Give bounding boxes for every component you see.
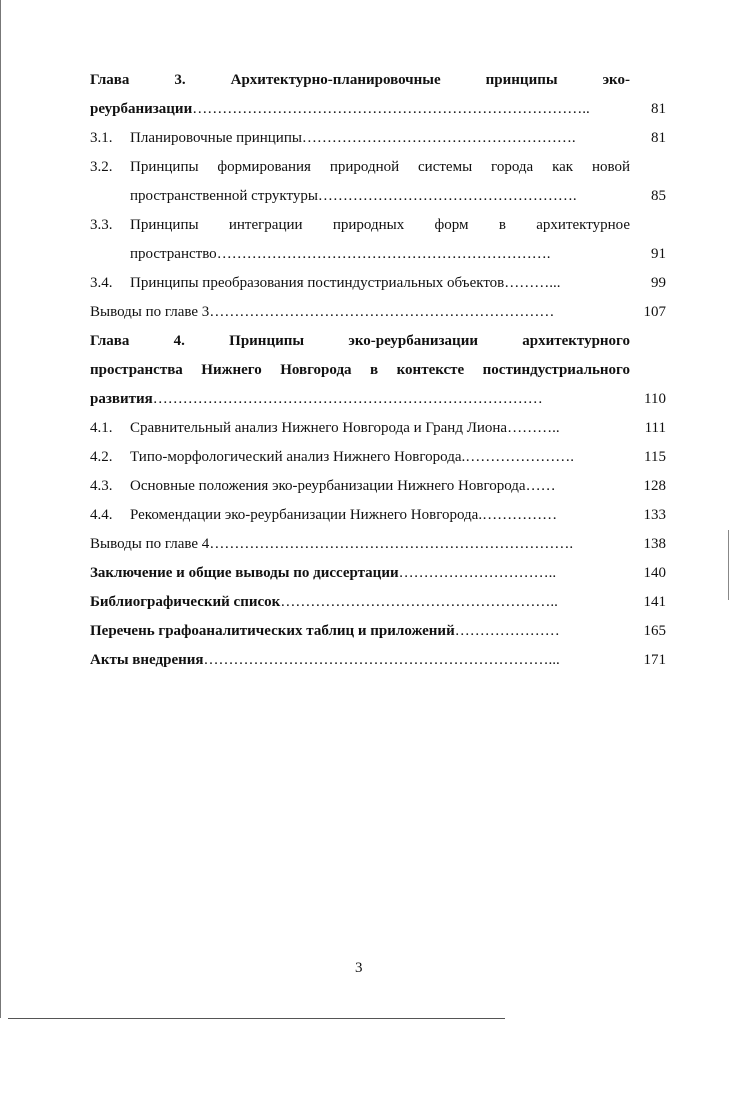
toc-chapter-3-page: 81 <box>651 101 666 117</box>
toc-item-number: 4.2. <box>90 449 113 465</box>
toc-item-page: 140 <box>643 565 666 581</box>
toc-item-number: 4.4. <box>90 507 113 523</box>
toc-item-number: 4.1. <box>90 420 113 436</box>
toc-item-page: 81 <box>651 130 666 146</box>
toc-item-title: Выводы по главе 4 <box>90 536 210 552</box>
toc-conclusion-4: Выводы по главе 4………………………………………………………………. 138 <box>90 530 666 559</box>
toc-bibliography: Библиографический список……………………………………………….. 141 <box>90 588 666 617</box>
toc-item-title: Типо-морфологический анализ Нижнего Новгорода. <box>130 449 466 465</box>
toc-item-page: 133 <box>643 507 666 523</box>
table-of-contents <box>90 66 666 675</box>
toc-item-page: 111 <box>644 420 666 436</box>
toc-item-page: 91 <box>651 246 666 262</box>
toc-item-number: 3.4. <box>90 275 113 291</box>
toc-item-page: 115 <box>644 449 666 465</box>
toc-item-title: Принципы интеграции природных форм в архитектурное <box>130 217 630 233</box>
toc-chapter-4-page: 110 <box>644 391 666 407</box>
toc-item-number: 3.3. <box>90 217 113 233</box>
toc-item-4-2: 4.2. Типо-морфологический анализ Нижнего Новгорода.…………………. 115 <box>90 443 666 472</box>
toc-item-title: Библиографический список <box>90 594 281 610</box>
toc-item-title: Выводы по главе 3 <box>90 304 210 320</box>
toc-chapter-4 <box>90 327 666 414</box>
toc-item-page: 85 <box>651 188 666 204</box>
toc-chapter-3-title-line1: Глава 3. Архитектурно-планировочные принципы эко- <box>90 72 630 88</box>
page-number: 3 <box>355 960 363 976</box>
toc-item-number: 3.2. <box>90 159 113 175</box>
toc-item-title-cont: пространство <box>130 246 217 262</box>
toc-chapter-4-title-line3: развития…………………………………………………………………… <box>90 391 543 407</box>
toc-item-title: Принципы формирования природной системы города как новой <box>130 159 630 175</box>
toc-item-title-cont: пространственной структуры <box>130 188 318 204</box>
toc-item-3-1: 3.1. Планировочные принципы………………………………………………. 81 <box>90 124 666 153</box>
toc-tables-appendices: Перечень графоаналитических таблиц и приложений………………… 165 <box>90 617 666 646</box>
toc-item-page: 107 <box>643 304 666 320</box>
toc-chapter-3 <box>90 66 666 124</box>
scan-edge-right <box>728 530 729 600</box>
toc-item-title: Рекомендации эко-реурбанизации Нижнего Новгорода. <box>130 507 483 523</box>
scan-edge-left <box>0 0 1 1018</box>
toc-item-title: Акты внедрения <box>90 652 204 668</box>
toc-item-number: 3.1. <box>90 130 113 146</box>
toc-item-title: Принципы преобразования постиндустриальных объектов <box>130 275 505 291</box>
toc-item-title: Планировочные принципы <box>130 130 302 146</box>
scan-bottom-rule <box>8 1018 505 1019</box>
toc-item-title: Основные положения эко-реурбанизации Нижнего Новгорода <box>130 478 526 494</box>
toc-item-4-1: 4.1. Сравнительный анализ Нижнего Новгорода и Гранд Лиона……….. 111 <box>90 414 666 443</box>
toc-item-title: Заключение и общие выводы по диссертации <box>90 565 399 581</box>
toc-item-page: 138 <box>643 536 666 552</box>
toc-item-3-4: 3.4. Принципы преобразования постиндустриальных объектов………... 99 <box>90 269 666 298</box>
toc-item-page: 141 <box>643 594 666 610</box>
toc-chapter-3-title-line2: реурбанизации…………………………………………………………………….. <box>90 101 590 117</box>
toc-item-number: 4.3. <box>90 478 113 494</box>
toc-final-conclusion: Заключение и общие выводы по диссертации………………………….. 140 <box>90 559 666 588</box>
toc-item-page: 165 <box>643 623 666 639</box>
toc-chapter-4-title-line1: Глава 4. Принципы эко-реурбанизации архитектурного <box>90 333 630 349</box>
toc-item-page: 171 <box>643 652 666 668</box>
toc-item-4-4: 4.4. Рекомендации эко-реурбанизации Нижнего Новгорода.…………… 133 <box>90 501 666 530</box>
toc-item-3-2: 3.2. Принципы формирования природной системы города как новой пространственной структуры……………………………………………. 85 <box>90 153 666 211</box>
toc-item-page: 99 <box>651 275 666 291</box>
toc-conclusion-3: Выводы по главе 3…………………………………………………………… 107 <box>90 298 666 327</box>
toc-item-3-3: 3.3. Принципы интеграции природных форм в архитектурное пространство…………………………………………………………. 91 <box>90 211 666 269</box>
toc-item-title: Перечень графоаналитических таблиц и приложений <box>90 623 455 639</box>
toc-implementation-acts: Акты внедрения……………………………………………………………... 171 <box>90 646 666 675</box>
toc-item-title: Сравнительный анализ Нижнего Новгорода и Гранд Лиона <box>130 420 508 436</box>
toc-item-page: 128 <box>643 478 666 494</box>
toc-chapter-4-title-line2: пространства Нижнего Новгорода в контексте постиндустриального <box>90 362 630 378</box>
toc-item-4-3: 4.3. Основные положения эко-реурбанизации Нижнего Новгорода…… 128 <box>90 472 666 501</box>
